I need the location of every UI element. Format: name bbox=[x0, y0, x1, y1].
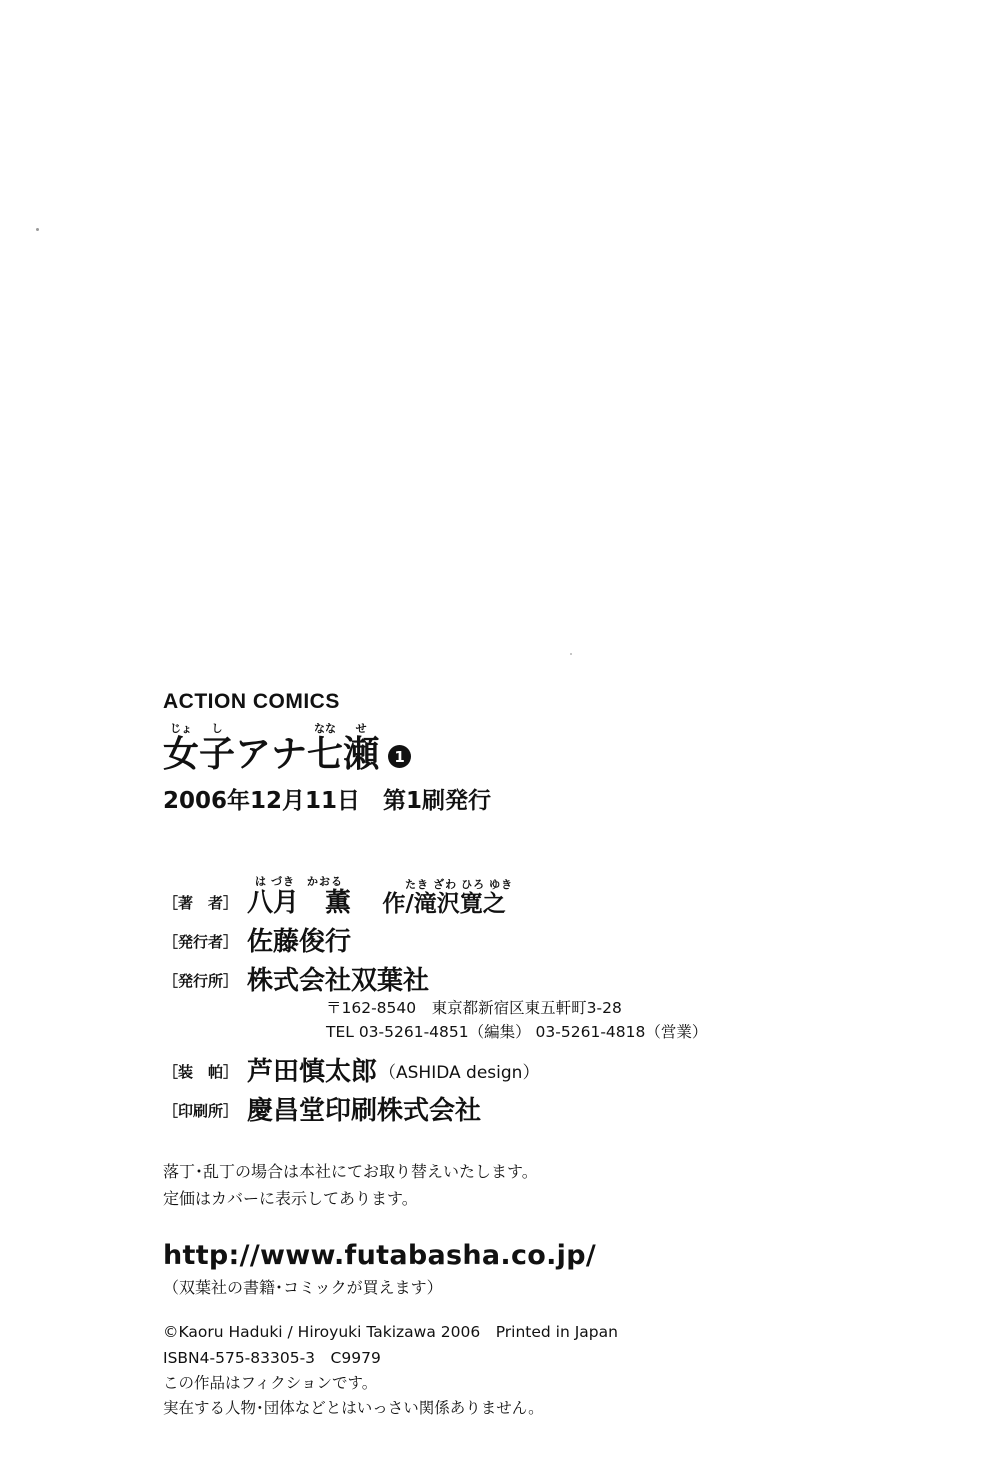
title-char-3: なな 七 bbox=[307, 723, 344, 775]
defect-notice bbox=[163, 1158, 863, 1212]
page-speck bbox=[570, 653, 572, 655]
suffix-ruby: たき ざわ ひろ ゆき bbox=[405, 879, 514, 891]
author-name-group bbox=[247, 877, 351, 916]
address-line-1: 〒162-8540 東京都新宿区東五軒町3-28 bbox=[326, 999, 622, 1017]
isbn-line: ISBN4-575-83305-3 C9979 bbox=[163, 1348, 381, 1367]
author-suffix-group bbox=[375, 880, 513, 916]
credit-row-design bbox=[163, 1057, 863, 1088]
book-title bbox=[163, 724, 863, 773]
credits-list bbox=[163, 876, 863, 1127]
title-char-1: じょ 女 bbox=[163, 723, 200, 775]
credit-row-publisher-person bbox=[163, 929, 863, 955]
notice-line-1: 落丁･乱丁の場合は本社にてお取り替えいたします。 bbox=[163, 1162, 538, 1182]
credit-value-publisher: 株式会社双葉社 bbox=[247, 966, 430, 996]
credit-label-author: ［著 者］ bbox=[163, 894, 239, 912]
title-middle: アナ bbox=[235, 734, 308, 775]
address-line-2: TEL 03-5261-4851（編集） 03-5261-4818（営業） bbox=[326, 1023, 708, 1042]
credit-value-publisher-person: 佐藤俊行 bbox=[247, 927, 352, 957]
credit-label-publisher-person: ［発行者］ bbox=[163, 933, 239, 951]
credit-value-writer: 作/滝沢寛之 bbox=[382, 891, 506, 917]
colophon-block bbox=[163, 690, 863, 1421]
title-char-4: せ 瀬 bbox=[343, 723, 380, 775]
copyright-line: ©Kaoru Haduki / Hiroyuki Takizawa 2006 Printed in Japan bbox=[163, 1323, 618, 1342]
imprint-label: ACTION COMICS bbox=[163, 690, 340, 713]
legal-block bbox=[163, 1320, 863, 1420]
credit-row-publisher bbox=[163, 968, 863, 994]
title-ruby-group-1 bbox=[163, 724, 235, 773]
publication-date: 2006年12月11日 第1刷発行 bbox=[163, 788, 492, 814]
credit-value-design: 芦田慎太郎 bbox=[247, 1057, 378, 1088]
title-char-2: し 子 bbox=[199, 723, 236, 775]
credit-label-publisher: ［発行所］ bbox=[163, 972, 239, 990]
credit-label-printer: ［印刷所］ bbox=[163, 1102, 239, 1121]
credit-value-author: 八月 薫 bbox=[247, 888, 352, 918]
credit-label-design: ［装 帕］ bbox=[163, 1063, 239, 1082]
credit-note-design: （ASHIDA design） bbox=[379, 1063, 540, 1084]
publisher-url-note: （双葉社の書籍･コミックが買えます） bbox=[163, 1278, 443, 1298]
author-ruby: は づき かおる bbox=[254, 876, 344, 888]
publisher-address bbox=[247, 996, 863, 1044]
fiction-line-2: 実在する人物･団体などとはいっさい関係ありません。 bbox=[163, 1398, 544, 1417]
publisher-url[interactable]: http://www.futabasha.co.jp/ bbox=[163, 1240, 597, 1272]
title-ruby-group-2 bbox=[307, 724, 379, 773]
credit-row-printer bbox=[163, 1096, 863, 1127]
notice-line-2: 定価はカバーに表示してあります。 bbox=[163, 1189, 418, 1209]
fiction-line-1: この作品はフィクションです。 bbox=[163, 1373, 378, 1392]
volume-badge: 1 bbox=[388, 745, 411, 768]
credit-row-author bbox=[163, 877, 863, 916]
page-speck bbox=[36, 228, 39, 231]
credit-value-printer: 慶昌堂印刷株式会社 bbox=[247, 1096, 482, 1127]
